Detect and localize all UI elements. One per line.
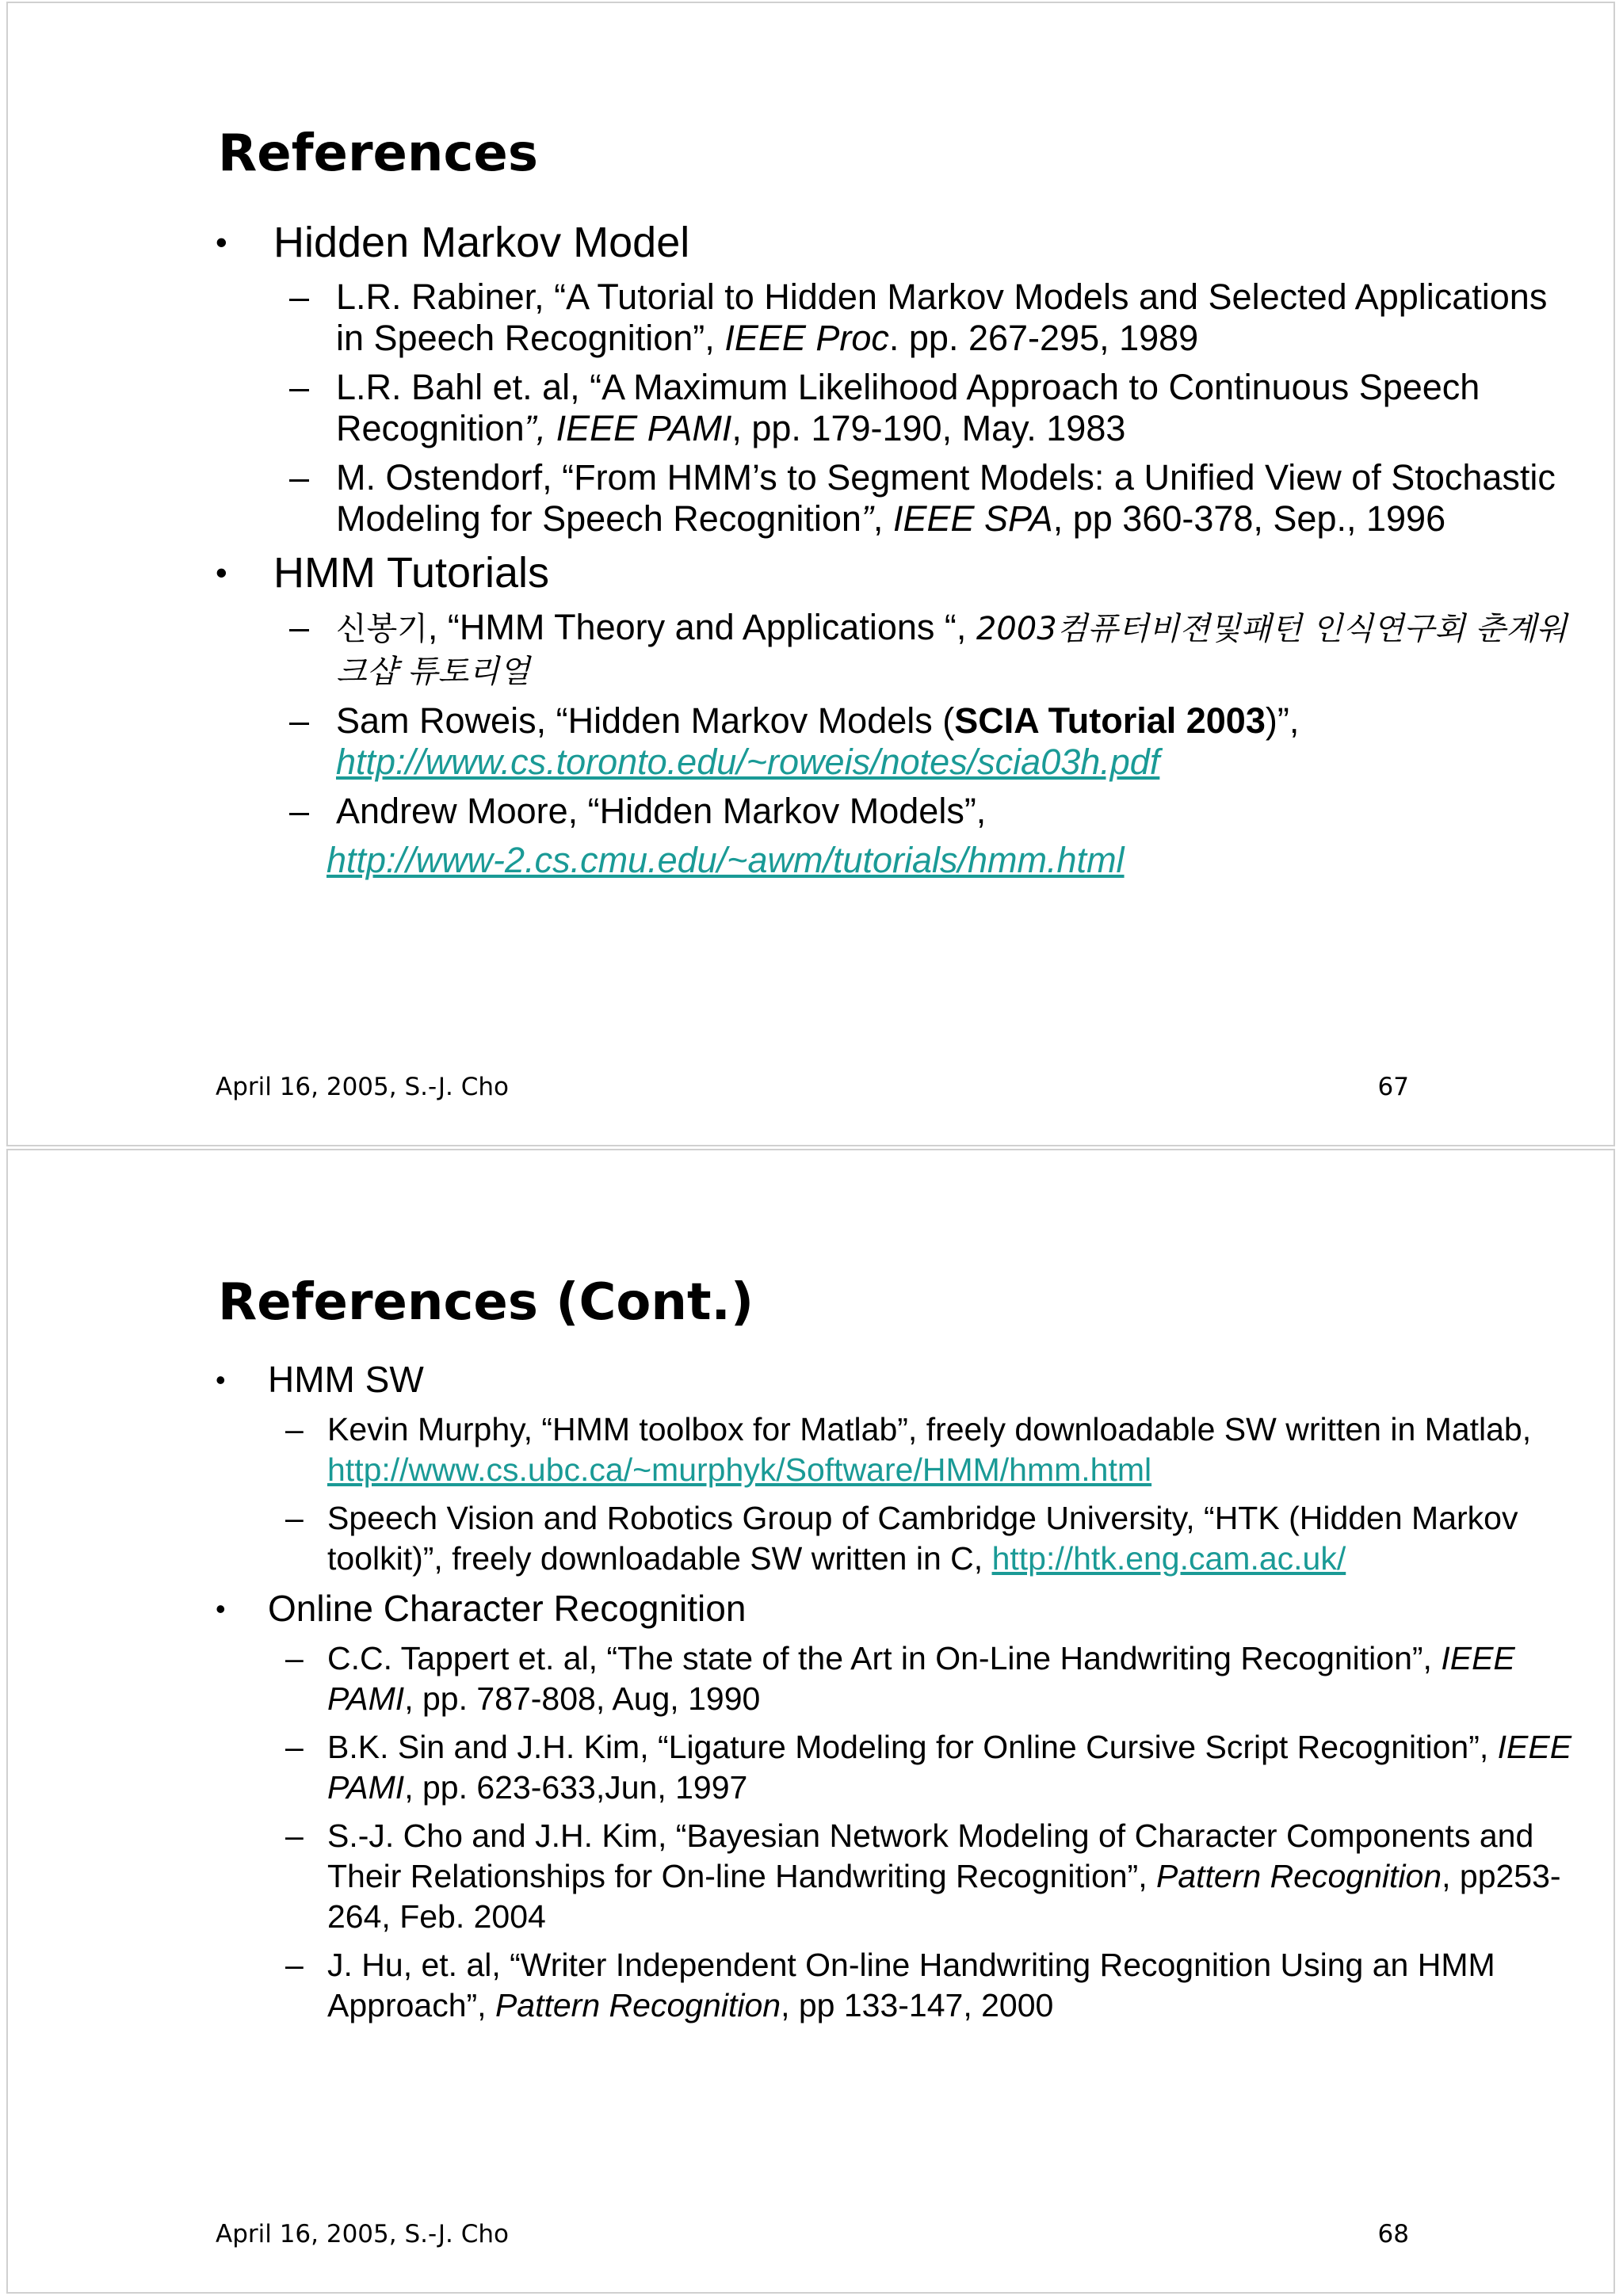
reference-venue: Pattern Recognition [1155,1858,1442,1895]
reference-list [8,1409,1582,1579]
bullet-icon: • [216,1592,226,1626]
section-heading-text: HMM SW [268,1359,424,1400]
reference-item [8,1816,1582,1937]
reference-text: Sam Roweis, “Hidden Markov Models ( [336,700,955,741]
dash-icon: – [285,1640,304,1677]
reference-text: , “HMM Theory and Applications “, [427,606,976,647]
slide-content [8,1358,1582,2034]
reference-details: , pp. 179-190, May. 1983 [731,407,1126,448]
reference-details: . pp. 267-295, 1989 [888,317,1199,358]
reference-item [8,700,1582,783]
reference-item [8,1727,1582,1808]
reference-details: , pp. 787-808, Aug, 1990 [404,1680,761,1718]
slide-67 [6,2,1615,1146]
reference-quote-close: ” [861,498,873,539]
reference-item [8,1498,1582,1579]
reference-details: , pp253-264, Feb. 2004 [327,1858,1561,1936]
reference-text: C.C. Tappert et. al, “The state of the Art in On-Line Handwriting Recognition”, [327,1640,1442,1677]
reference-text: L.R. Rabiner, “A Tutorial to Hidden Markov Models and Selected Applications in Speech Recognition”, [336,276,1548,358]
dash-icon: – [285,1947,304,1984]
reference-text: Speech Vision and Robotics Group of Cambridge University, “HTK (Hidden Markov toolkit)”, freely downloadable SW written in C, [327,1500,1518,1577]
section-heading [8,217,1582,269]
reference-text: B.K. Sin and J.H. Kim, “Ligature Modeling for Online Cursive Script Recognition”, [327,1729,1498,1766]
section-heading [8,1587,1582,1630]
footer-date-author: April 16, 2005, S.-J. Cho [216,1073,510,1101]
reference-details: , pp 360-378, Sep., 1996 [1052,498,1446,539]
reference-text: J. Hu, et. al, “Writer Independent On-line Handwriting Recognition Using an HMM Approach”, [327,1947,1495,2024]
dash-icon: – [285,1411,304,1448]
reference-list [8,1638,1582,2026]
reference-separator: , [873,498,893,539]
reference-item [8,791,1582,881]
bullet-icon: • [216,223,227,261]
reference-link[interactable]: http://htk.eng.cam.ac.uk/ [991,1540,1346,1577]
reference-item [8,1409,1582,1490]
reference-venue: IEEE Proc [724,317,889,358]
reference-text: M. Ostendorf, “From HMM’s to Segment Models: a Unified View of Stochastic Modeling for Speech Recognition [336,456,1556,539]
reference-details: , pp. 623-633,Jun, 1997 [404,1769,748,1806]
reference-item [8,1638,1582,1719]
section-heading-text: Online Character Recognition [268,1588,747,1630]
dash-icon: – [289,276,310,317]
reference-venue: IEEE SPA [892,498,1053,539]
dash-icon: – [289,366,310,407]
reference-details: , pp 133-147, 2000 [781,1987,1054,2024]
footer-date-author: April 16, 2005, S.-J. Cho [216,2220,510,2248]
reference-bold: SCIA Tutorial 2003 [954,700,1266,741]
reference-venue: IEEE PAMI [327,1640,1515,1718]
reference-item [8,277,1582,359]
reference-text: Andrew Moore, “Hidden Markov Models”, [336,790,987,831]
bullet-icon: • [216,553,227,591]
reference-list [8,607,1582,881]
reference-link[interactable]: http://www.cs.ubc.ca/~murphyk/Software/HMM/hmm.html [327,1451,1152,1489]
slide-title: References [218,124,538,183]
page-number: 67 [1377,1073,1409,1101]
slide-68 [6,1149,1615,2294]
slide-content [8,217,1582,889]
reference-author-korean: 신봉기 [336,610,428,647]
dash-icon: – [289,790,310,831]
reference-venue: Pattern Recognition [495,1987,781,2024]
reference-venue: IEEE PAMI [327,1729,1572,1806]
bullet-icon: • [216,1363,226,1396]
reference-text: S.-J. Cho and J.H. Kim, “Bayesian Network Modeling of Character Components and Their Relationships for On-line Handwriting Recognition”, [327,1817,1534,1895]
reference-link[interactable]: http://www-2.cs.cmu.edu/~awm/tutorials/hmm.html [327,839,1125,880]
reference-venue: ”, IEEE PAMI [524,407,732,448]
dash-icon: – [285,1729,304,1766]
slide-title: References (Cont.) [218,1273,754,1332]
reference-item [8,607,1582,692]
reference-item [8,367,1582,449]
dash-icon: – [285,1500,304,1537]
dash-icon: – [285,1817,304,1855]
reference-details: )”, [1265,700,1300,741]
section-heading-text: HMM Tutorials [273,548,550,597]
reference-item [8,457,1582,540]
reference-link[interactable]: http://www.cs.toronto.edu/~roweis/notes/scia03h.pdf [336,741,1160,782]
section-heading [8,1358,1582,1402]
dash-icon: – [289,456,310,498]
reference-venue-korean: 2003컴퓨터비젼및패턴 인식연구회 춘계워크샵 튜토리얼 [336,610,1568,690]
reference-text: Kevin Murphy, “HMM toolbox for Matlab”, freely downloadable SW written in Matlab, [327,1411,1532,1448]
section-heading [8,547,1582,599]
dash-icon: – [289,700,310,741]
page-number: 68 [1377,2220,1409,2248]
reference-text: L.R. Bahl et. al, “A Maximum Likelihood Approach to Continuous Speech Recognition [336,366,1480,448]
reference-item [8,1945,1582,2026]
section-heading-text: Hidden Markov Model [273,219,690,266]
dash-icon: – [289,606,310,647]
reference-list [8,277,1582,540]
